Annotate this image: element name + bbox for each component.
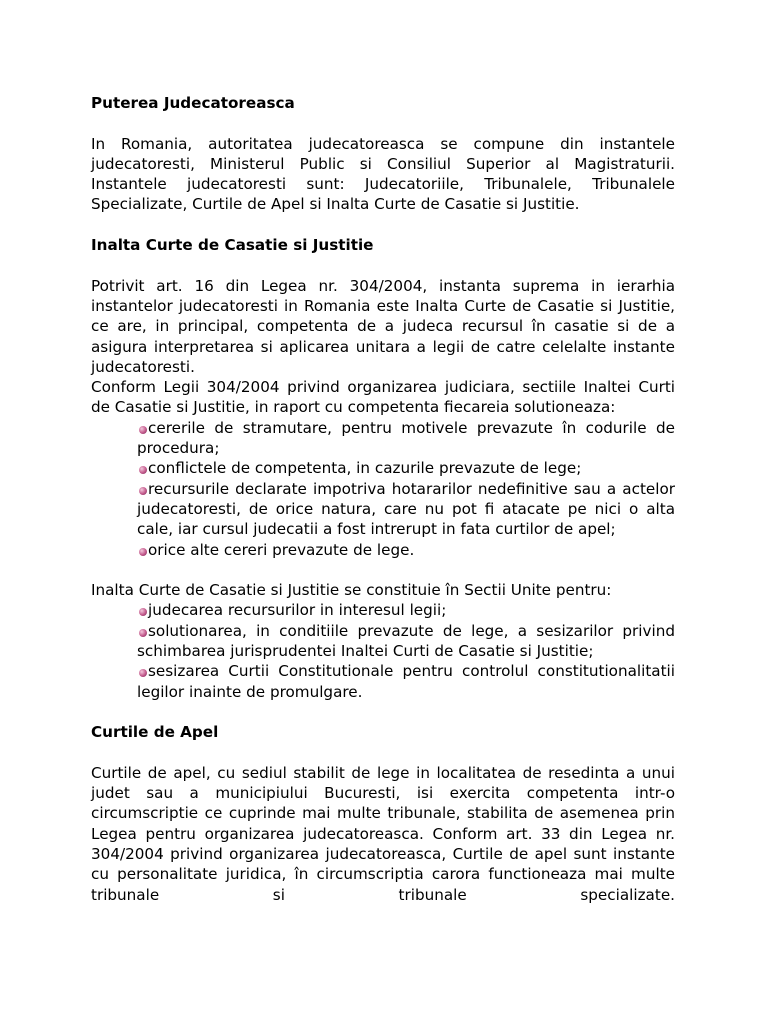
section-heading-inalta-curte: Inalta Curte de Casatie si Justitie: [91, 236, 374, 255]
list-item: [137, 458, 675, 478]
pink-bullet-icon: [139, 548, 147, 556]
pink-bullet-icon: [139, 608, 147, 616]
pink-bullet-icon: [139, 629, 147, 637]
spacer: [91, 560, 675, 580]
list-item: [137, 540, 675, 560]
list-item: [137, 479, 675, 540]
list-item-text: conflictele de competenta, in cazurile prevazute de lege;: [148, 459, 582, 478]
list-item: [137, 661, 675, 702]
spacer: [91, 743, 675, 763]
pink-bullet-icon: [139, 426, 147, 434]
inalta-curte-paragraph-2: Conform Legii 304/2004 privind organizarea judiciara, sectiile Inaltei Curti de Casatie si Justitie, in raport cu competenta fiecareia solutioneaza:: [91, 378, 675, 417]
document-title: Puterea Judecatoreasca: [91, 94, 295, 112]
sectii-unite-paragraph: Inalta Curte de Casatie si Justitie se constituie în Sectii Unite pentru:: [91, 581, 612, 600]
sectii-unite-list: [91, 600, 675, 701]
pink-bullet-icon: [139, 487, 147, 495]
list-item-text: sesizarea Curtii Constitutionale pentru controlul constitutionalitatii legilor inainte de promulgare.: [137, 662, 675, 701]
list-item-text: orice alte cereri prevazute de lege.: [148, 540, 415, 559]
list-item-text: recursurile declarate impotriva hotararilor nedefinitive sau a actelor judecatoresti, de orice natura, care nu pot fi atacate pe nici o alta cale, iar cursul judecatii a fost intrerupt in fata curtilor de apel;: [137, 479, 675, 539]
spacer: [91, 113, 675, 133]
spacer: [91, 215, 675, 235]
pink-bullet-icon: [139, 466, 147, 474]
spacer: [91, 255, 675, 275]
list-item: [137, 621, 675, 662]
list-item-text: solutionarea, in conditiile prevazute de lege, a sesizarilor privind schimbarea jurisprudentei Inaltei Curti de Casatie si Justitie;: [137, 621, 675, 661]
list-item: [137, 600, 675, 620]
pink-bullet-icon: [139, 669, 147, 677]
competence-list: [91, 418, 675, 560]
list-item-text: cererile de stramutare, pentru motivele prevazute în codurile de procedura;: [137, 418, 675, 458]
list-item-text: judecarea recursurilor in interesul legii;: [148, 601, 447, 620]
list-item: [137, 418, 675, 459]
document-body: [91, 93, 675, 905]
curtile-de-apel-paragraph: Curtile de apel, cu sediul stabilit de lege in localitatea de resedinta a unui judet sau a municipiului Bucuresti, isi exercita competenta intr-o circumscriptie ce cuprinde mai multe tribunale, stabilita de asemenea prin Legea pentru organizarea judecatoreasca. Conform art. 33 din Legea nr. 304/2004 privind organizarea judecatoreasca, Curtile de apel sunt instante cu personalitate juridica, în circumscriptia carora functioneaza mai multe tribunale si tribunale specializate.: [91, 763, 675, 904]
spacer: [91, 702, 675, 722]
section-heading-curtile-de-apel: Curtile de Apel: [91, 723, 219, 742]
intro-paragraph: In Romania, autoritatea judecatoreasca se compune din instantele judecatoresti, Ministerul Public si Consiliul Superior al Magistraturii. Instantele judecatoresti sunt: Judecatoriile, Tribunalele, Tribunalele Specializate, Curtile de Apel si Inalta Curte de Casatie si Justitie.: [91, 134, 675, 214]
inalta-curte-paragraph-1: Potrivit art. 16 din Legea nr. 304/2004, instanta suprema in ierarhia instantelor judecatoresti in Romania este Inalta Curte de Casatie si Justitie, ce are, in principal, competenta de a judeca recursul în casatie si de a asigura interpretarea si aplicarea unitara a legii de catre celelalte instante judecatoresti.: [91, 276, 675, 376]
